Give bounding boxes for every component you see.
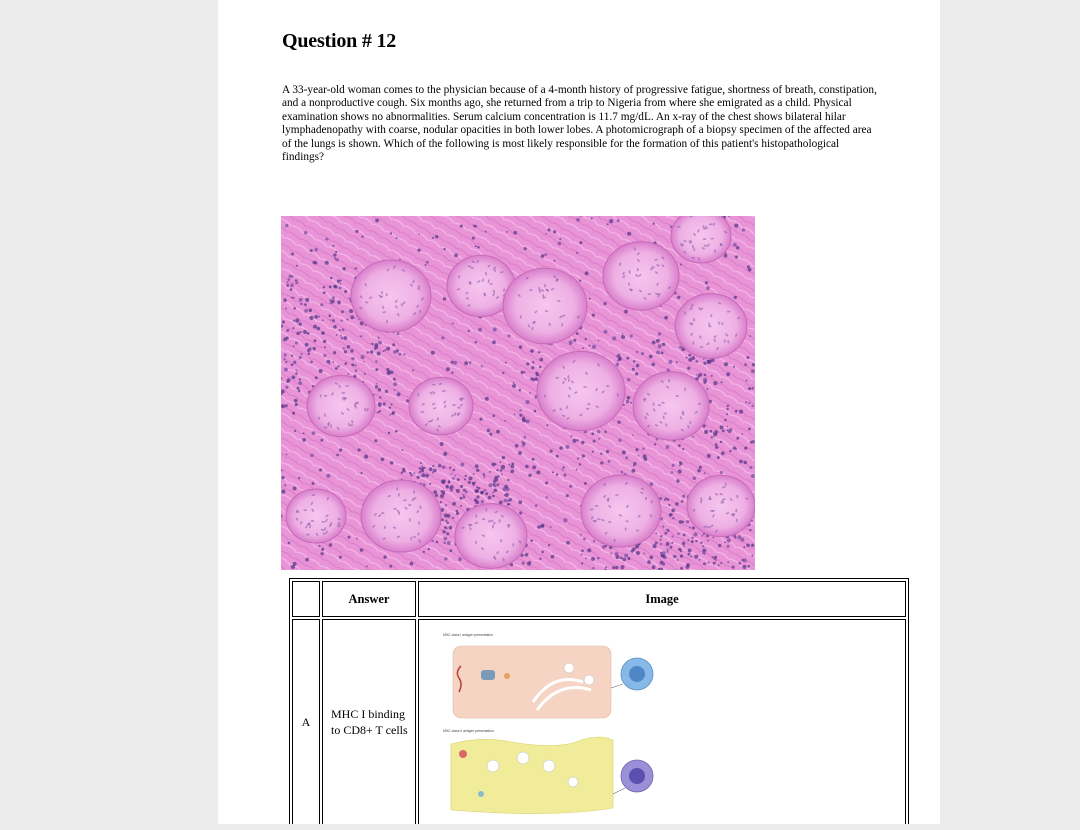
vesicle-icon	[564, 663, 574, 673]
cd8-t-cell-nucleus	[629, 666, 645, 682]
vesicle-icon	[568, 777, 578, 787]
lysosome-icon	[543, 760, 555, 772]
table-header-row	[292, 581, 906, 617]
biopsy-photomicrograph	[281, 216, 755, 570]
proteasome-icon	[481, 670, 495, 680]
diagram-title-mhc-ii: MHC class II antigen presentation	[443, 729, 494, 733]
header-letter-cell	[292, 581, 320, 617]
answer-table	[289, 578, 909, 828]
page-bottom-edge	[218, 824, 940, 830]
header-answer: Answer	[322, 581, 416, 617]
endosome-icon	[517, 752, 529, 764]
photomicrograph-image	[281, 216, 755, 570]
question-title: Question # 12	[282, 30, 397, 52]
antigen-presentation-diagram	[441, 632, 661, 824]
option-letter: A	[292, 619, 320, 825]
option-answer-text: MHC I binding to CD8+ T cells	[322, 619, 416, 825]
question-stem: A 33-year-old woman comes to the physician because of a 4-month history of progressive fatigue, shortness of breath, constipation, and a nonproductive cough. Six months ago, she returned from a trip to Nigeria from where she emigrated as a child. Physical examination shows no abnormalities. Serum calcium concentration is 11.7 mg/dL. An x-ray of the chest shows bilateral hilar lymphadenopathy with coarse, nodular opacities in both lower lobes. A photomicrograph of a biopsy specimen of the affected area of the lungs is shown. Which of the following is most likely responsible for the formation of this patient's histopathological findings?	[282, 84, 877, 164]
option-image-cell	[418, 619, 906, 825]
tcr-binding-line	[611, 684, 623, 688]
peptide-icon	[504, 673, 510, 679]
invariant-chain-icon	[478, 791, 484, 797]
cd4-t-cell-nucleus	[629, 768, 645, 784]
document-page	[218, 0, 940, 830]
vesicle-icon	[584, 675, 594, 685]
bacteria-icon	[459, 750, 467, 758]
header-image: Image	[418, 581, 906, 617]
table-row[interactable]	[292, 619, 906, 825]
endosome-icon	[487, 760, 499, 772]
tcr-binding-line	[613, 788, 625, 794]
diagram-title-mhc-i: MHC class I antigen presentation	[443, 633, 493, 637]
apc-cell-body-mhc-ii	[451, 737, 613, 814]
